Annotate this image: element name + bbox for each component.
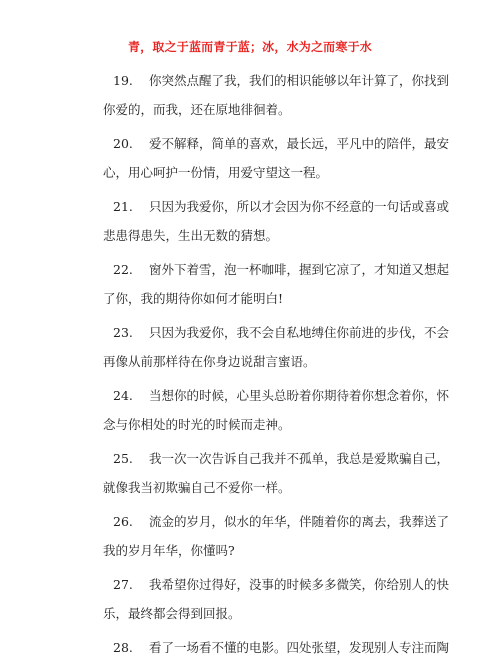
entry-text-line1: 只因为我爱你，所以才会因为你不经意的一句话或喜或 — [149, 199, 450, 214]
entry-number: 23. — [113, 325, 133, 340]
list-item — [103, 633, 450, 662]
entry-number: 26. — [113, 514, 133, 529]
list-item — [103, 129, 450, 187]
entry-number: 21. — [113, 199, 133, 214]
entry-text-line1: 窗外下着雪，泡一杯咖啡，握到它凉了，才知道又想起 — [149, 262, 450, 277]
entry-text-line2: 念与你相处的时光的时候而走神。 — [103, 417, 291, 432]
entry-number: 28. — [113, 640, 133, 655]
entry-text-line1: 流金的岁月，似水的年华，伴随着你的离去，我葬送了 — [149, 514, 450, 529]
entry-number: 24. — [113, 388, 133, 403]
entry-text-line1: 看了一场看不懂的电影。四处张望，发现别人专注而陶 — [149, 640, 450, 655]
entry-text-line1: 我希望你过得好，没事的时候多多微笑，你给别人的快 — [149, 577, 450, 592]
entry-text-line1: 我一次一次告诉自己我并不孤单，我总是爱欺骗自己， — [149, 451, 450, 466]
entry-text-line2: 心，用心呵护一份情，用爱守望这一程。 — [103, 165, 329, 180]
page-header-title: 青，取之于蓝而青于蓝；冰，水为之而寒于水 — [127, 40, 372, 54]
list-item — [103, 192, 450, 250]
entry-number: 25. — [113, 451, 133, 466]
entry-number: 27. — [113, 577, 133, 592]
entry-text-line1: 爱不解释，简单的喜欢，最长远，平凡中的陪伴，最安 — [149, 136, 450, 151]
entry-number: 19. — [113, 73, 133, 88]
entry-text-line2: 我的岁月年华，你懂吗? — [103, 543, 235, 558]
entry-text-line2: 乐，最终都会得到回报。 — [103, 606, 241, 621]
entry-text-line1: 当想你的时候，心里头总盼着你期待着你想念着你，怀 — [149, 388, 450, 403]
list-item — [103, 66, 450, 124]
entry-number: 20. — [113, 136, 133, 151]
entry-text-line2: 再像从前那样待在你身边说甜言蜜语。 — [103, 354, 316, 369]
entry-text-line2: 悲患得患失，生出无数的猜想。 — [103, 228, 279, 243]
list-item — [103, 255, 450, 313]
entry-text-line2: 你爱的，而我，还在原地徘徊着。 — [103, 102, 291, 117]
list-item — [103, 318, 450, 376]
entry-text-line2: 了你，我的期待你如何才能明白! — [103, 291, 284, 306]
entry-text-line1: 只因为我爱你，我不会自私地缚住你前进的步伐，不会 — [149, 325, 450, 340]
entry-number: 22. — [113, 262, 133, 277]
list-item — [103, 507, 450, 565]
list-item — [103, 444, 450, 502]
entry-text-line1: 你突然点醒了我，我们的相识能够以年计算了，你找到 — [149, 73, 450, 88]
entry-text-line2: 就像我当初欺骗自己不爱你一样。 — [103, 480, 291, 495]
list-item — [103, 381, 450, 439]
entry-list — [103, 66, 450, 667]
list-item — [103, 570, 450, 628]
